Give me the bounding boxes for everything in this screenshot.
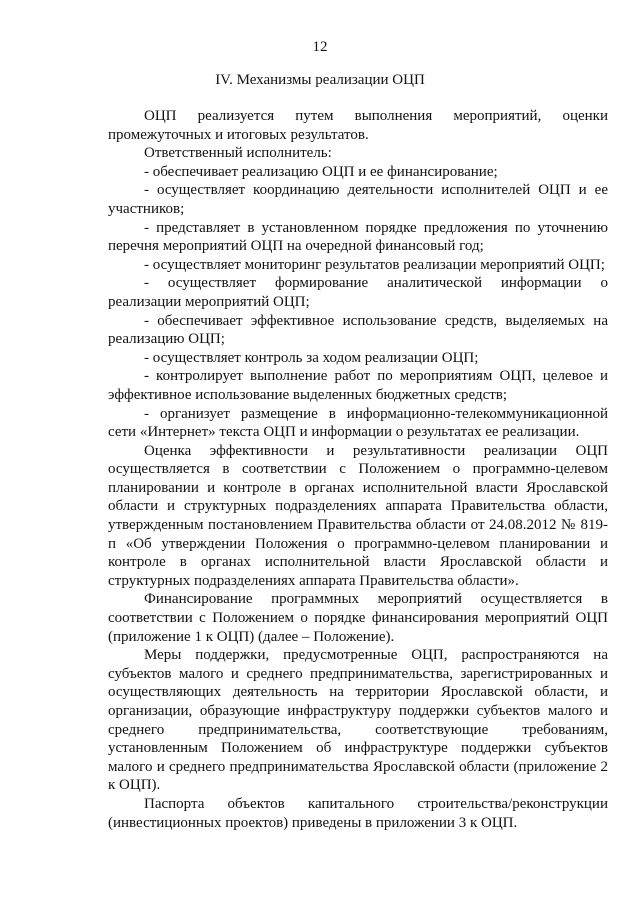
- paragraph-responsible-executor: Ответственный исполнитель:: [144, 145, 332, 162]
- page-number: 12: [312, 39, 328, 55]
- paragraph-financing: Финансирование программных мероприятий осуществляется в соответствии с Положением о порядке финансирования мероприятий ОЦП (приложение 1 к ОЦП) (далее – Положение).: [108, 591, 608, 645]
- list-item: - осуществляет координацию деятельности исполнителей ОЦП и ее участников;: [108, 182, 608, 217]
- paragraph-evaluation: Оценка эффективности и результативности реализации ОЦП осуществляется в соответствии с Положением о программно-целевом планировании и контроле в органах исполнительной власти Ярославской области и структурных подразделениях аппарата Правительства области, утвержденным постановлением Правительства области от 24.08.2012 № 819-п «Об утверждении Положения о программно-целевом планировании и контроле в органах исполнительной власти Ярославской области и структурных подразделениях аппарата Правительства области».: [108, 442, 608, 589]
- section-title: IV. Механизмы реализации ОЦП: [215, 72, 425, 88]
- list-item: - осуществляет контроль за ходом реализации ОЦП;: [144, 349, 479, 366]
- list-item: - осуществляет мониторинг результатов реализации мероприятий ОЦП;: [144, 256, 605, 273]
- paragraph-intro: ОЦП реализуется путем выполнения мероприятий, оценки промежуточных и итоговых результатов.: [108, 108, 608, 143]
- paragraph-passports: Паспорта объектов капитального строительства/реконструкции (инвестиционных проектов) приведены в приложении 3 к ОЦП.: [108, 795, 608, 831]
- list-item: - обеспечивает эффективное использование средств, выделяемых на реализацию ОЦП;: [108, 312, 608, 348]
- list-item: - представляет в установленном порядке предложения по уточнению перечня мероприятий ОЦП на очередной финансовый год;: [108, 219, 608, 255]
- list-item: - организует размещение в информационно-телекоммуникационной сети «Интернет» текста ОЦП и информации о результатах ее реализации.: [108, 405, 608, 441]
- list-item: - контролирует выполнение работ по мероприятиям ОЦП, целевое и эффективное использование выделенных бюджетных средств;: [108, 368, 608, 403]
- list-item: - осуществляет формирование аналитической информации о реализации мероприятий ОЦП;: [108, 275, 608, 310]
- body-text: [108, 107, 608, 832]
- list-item: - обеспечивает реализацию ОЦП и ее финансирование;: [144, 163, 498, 180]
- paragraph-support-measures: Меры поддержки, предусмотренные ОЦП, распространяются на субъектов малого и среднего предпринимательства, зарегистрированных и осуществляющих деятельность на территории Ярославской области, и организации, образующие инфраструктуру поддержки субъектов малого и среднего предпринимательства, соответствующие требованиям, установленным Положением об инфраструктуре поддержки субъектов малого и среднего предпринимательства Ярославской области (приложение 2 к ОЦП).: [108, 647, 608, 794]
